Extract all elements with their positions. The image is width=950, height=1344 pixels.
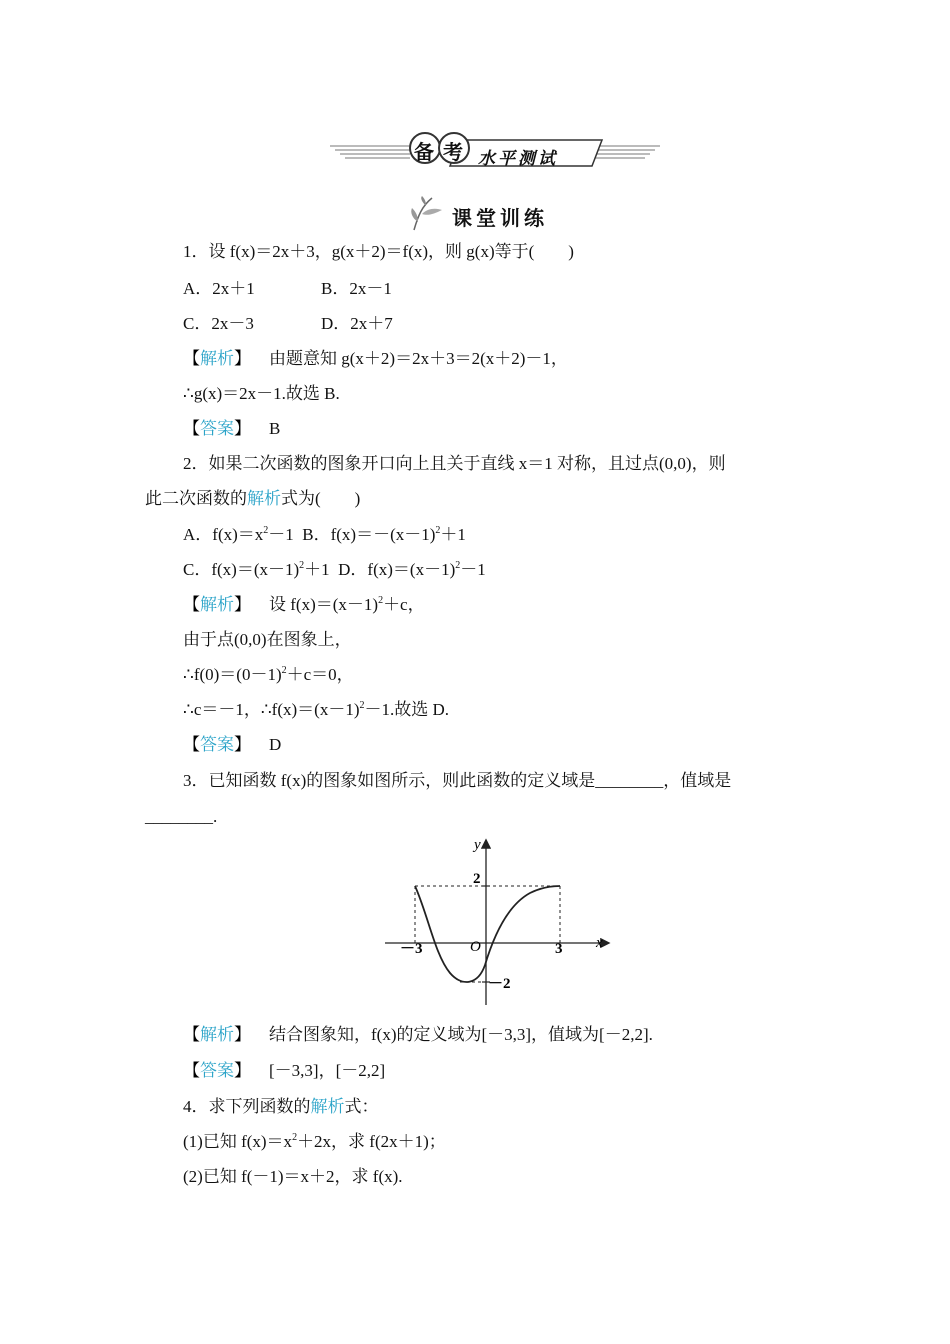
q4-part2: (2)已知 f(－1)＝x＋2，求 f(x). (183, 1167, 403, 1186)
q4-stem: 4．求下列函数的解析式： (183, 1097, 379, 1116)
q2-stem-line1: 2．如果二次函数的图象开口向上且关于直线 x＝1 对称，且过点(0,0)，则 (183, 454, 726, 473)
answer-tag: 【答案】 (183, 419, 251, 438)
tick-label-3: 3 (555, 941, 563, 957)
q2-answer (183, 734, 281, 756)
q2-options-row2 (183, 559, 486, 581)
q2-analysis-line3: $\therefore f(0)=(0-1)^2+c=0$， (183, 665, 354, 684)
q2-option-c: C．$f(x)=(x-1)^2+1$ (183, 560, 330, 579)
q1-options-row1 (183, 278, 392, 300)
q3-answer-text: [－3,3]，[－2,2] (269, 1061, 386, 1080)
analysis-tag: 【解析】 (183, 595, 251, 614)
tick-label-neg3: －3 (400, 941, 423, 957)
function-graph (380, 835, 620, 1015)
sub-banner (408, 196, 568, 232)
q2-stem-line2: 此二次函数的解析式为( ) (145, 489, 361, 508)
plant-icon (408, 196, 448, 232)
y-axis-label: y (474, 837, 481, 853)
q2-answer-text: D (269, 735, 282, 754)
x-axis-label: x (596, 935, 603, 951)
q1-analysis (183, 348, 568, 370)
q3-answer (183, 1060, 385, 1082)
q2-options-row1 (183, 524, 466, 546)
tick-label-neg2: －2 (488, 976, 511, 992)
q2-analysis-line2: 由于点(0,0)在图象上， (183, 630, 352, 649)
q1-option-d: D．2x＋7 (321, 314, 393, 333)
q3-stem-line2: ________. (145, 807, 218, 826)
q1-option-c: C．2x－3 (183, 314, 254, 333)
q1-analysis-line2: ∴g(x)＝2x－1.故选 B. (183, 384, 340, 403)
q1-option-a: A．2x＋1 (183, 279, 255, 298)
analysis-keyword: 解析 (310, 1097, 345, 1116)
analysis-tag: 【解析】 (183, 349, 251, 368)
q2-option-d: D．$f(x)=(x-1)^2-1$ (338, 560, 486, 579)
banner-char-1: 备 (414, 142, 434, 164)
function-curve (415, 886, 560, 982)
q1-stem: 1．设 f(x)＝2x＋3，g(x＋2)＝f(x)，则 g(x)等于( ) (183, 242, 574, 261)
q2-analysis: 【解析】 设 $f(x)=(x-1)^2+c$， (183, 595, 425, 614)
sub-banner-title: 课堂训练 (452, 208, 548, 230)
q1-answer-text: B (269, 419, 281, 438)
analysis-tag: 【解析】 (183, 1025, 251, 1044)
q1-options-row2 (183, 313, 393, 335)
answer-tag: 【答案】 (183, 735, 251, 754)
q1-option-b: B．2x－1 (321, 279, 392, 298)
q1-analysis-text: 由题意知 g(x＋2)＝2x＋3＝2(x＋2)－1， (269, 349, 568, 368)
q3-analysis-text: 结合图象知，f(x)的定义域为[－3,3]，值域为[－2,2]. (269, 1025, 653, 1044)
section-banner (330, 130, 660, 174)
q2-analysis-line4: ∴c＝－1，$\therefore f(x)=(x-1)^2-1$.故选 D. (183, 700, 450, 719)
analysis-keyword: 解析 (247, 489, 281, 508)
banner-char-2: 考 (443, 142, 463, 164)
q3-stem-line1: 3．已知函数 f(x)的图象如图所示，则此函数的定义域是________，值域是 (183, 771, 732, 790)
q3-analysis (183, 1024, 653, 1046)
q4-part1: (1)已知 $f(x)=x^2+2x$，求 f(2x＋1)； (183, 1132, 446, 1151)
tick-label-2: 2 (473, 871, 481, 887)
q1-answer (183, 418, 280, 440)
q2-option-b: B．$f(x)=-(x-1)^2+1$ (302, 525, 466, 544)
answer-tag: 【答案】 (183, 1061, 251, 1080)
origin-label: O (470, 939, 481, 955)
banner-title: 水平测试 (478, 149, 558, 168)
q2-option-a: A．$f(x)=x^2-1$ (183, 525, 294, 544)
